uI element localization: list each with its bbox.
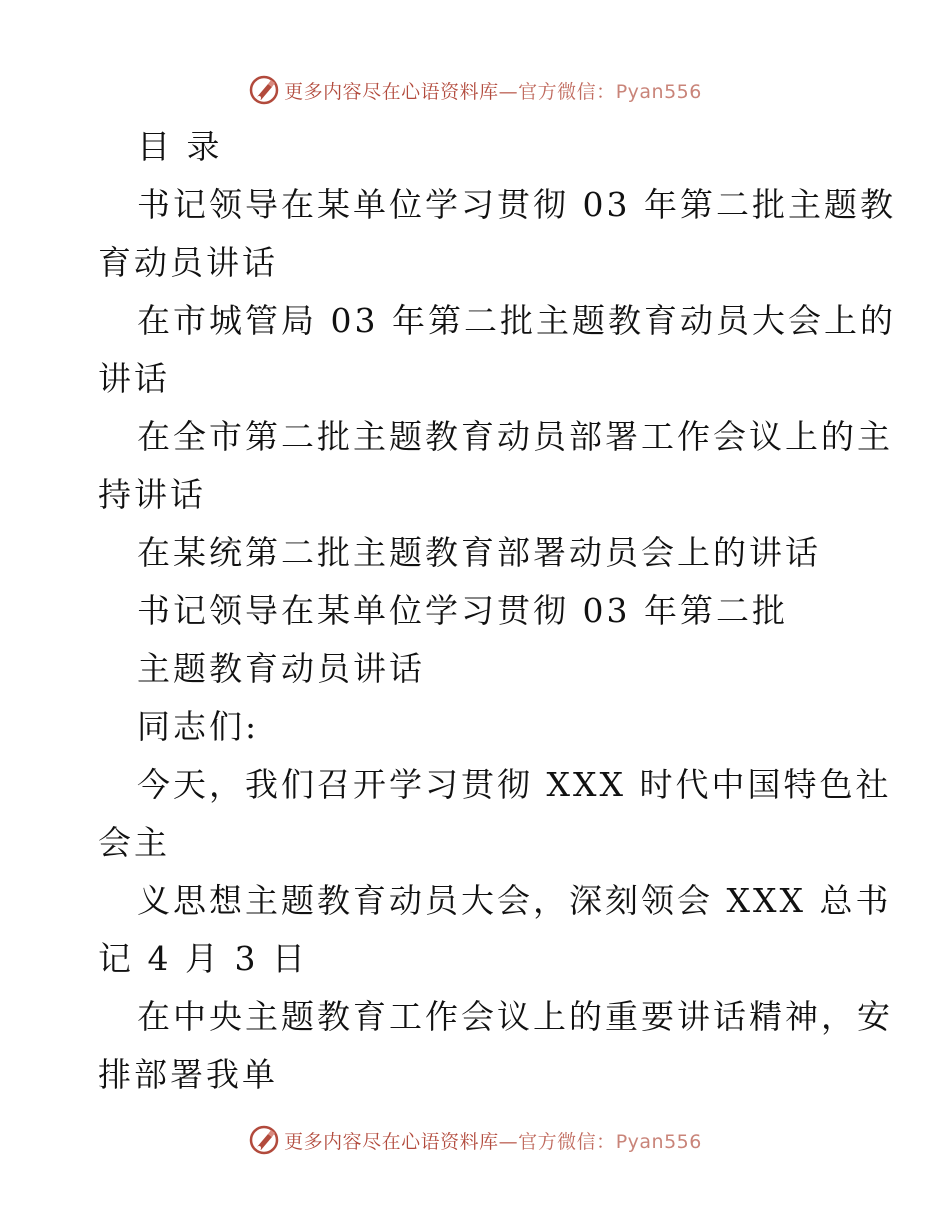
text-line: 讲话	[98, 359, 170, 398]
watermark-text	[284, 1127, 702, 1154]
toc-heading: 目 录	[137, 127, 223, 166]
header-watermark	[0, 70, 950, 110]
text-line: 记 4 月 3 日	[98, 939, 308, 978]
text-line: 在市城管局 03 年第二批主题教育动员大会上的	[137, 301, 896, 340]
watermark-wechat-label: 官方微信：	[518, 1130, 616, 1153]
watermark-wechat-handle: Pyan556	[615, 1130, 702, 1153]
watermark-wechat-label: 官方微信：	[518, 80, 616, 103]
text-line: 今天，我们召开学习贯彻 XXX 时代中国特色社	[137, 765, 892, 804]
section-title-line: 书记领导在某单位学习贯彻 03 年第二批	[137, 591, 788, 630]
text-line: 排部署我单	[98, 1055, 278, 1094]
pen-nib-logo-icon	[248, 1124, 280, 1156]
salutation: 同志们:	[137, 707, 260, 746]
text-line: 会主	[98, 823, 170, 862]
footer-watermark	[0, 1120, 950, 1160]
text-line: 持讲话	[98, 475, 206, 514]
watermark-separator: —	[498, 80, 519, 103]
watermark-brand-text: 更多内容尽在心语资料库	[284, 1130, 499, 1153]
section-title-line: 主题教育动员讲话	[137, 649, 425, 688]
watermark-text	[284, 77, 702, 104]
watermark-wechat-handle: Pyan556	[615, 80, 702, 103]
text-line: 育动员讲话	[98, 243, 278, 282]
watermark-brand-text: 更多内容尽在心语资料库	[284, 80, 499, 103]
pen-nib-logo-icon	[248, 74, 280, 106]
watermark-separator: —	[498, 1130, 519, 1153]
text-line: 在中央主题教育工作会议上的重要讲话精神，安	[137, 997, 893, 1036]
text-line: 书记领导在某单位学习贯彻 03 年第二批主题教	[137, 185, 896, 224]
text-line: 义思想主题教育动员大会，深刻领会 XXX 总书	[137, 881, 892, 920]
text-line: 在某统第二批主题教育部署动员会上的讲话	[137, 533, 821, 572]
text-line: 在全市第二批主题教育动员部署工作会议上的主	[137, 417, 893, 456]
